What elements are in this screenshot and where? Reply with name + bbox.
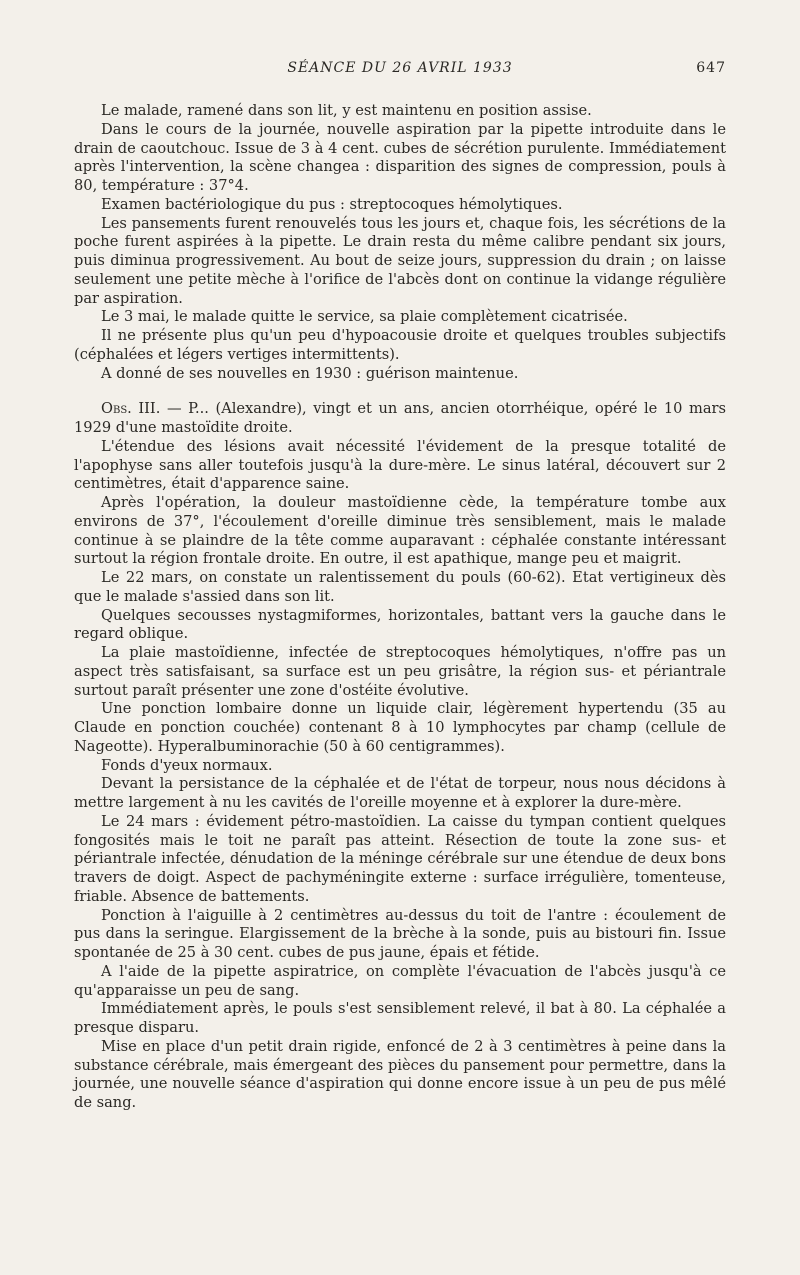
paragraph: Après l'opération, la douleur mastoïdienne cède, la température tombe aux environs de 37°, l'écoulement d'oreille diminue très sensiblement, mais le malade continue à se plaindre de la tête comme auparavant : céphalée constante intéressant surtout la région frontale droite. En outre, il est apathique, mange peu et maigrit. [74,494,726,568]
observation-intro: — P... (Alexandre), vingt et un ans, ancien otorrhéique, opéré le 10 mars 1929 d'une mastoïdite droite. [74,400,727,436]
paragraph: Mise en place d'un petit drain rigide, enfoncé de 2 à 3 centimètres à peine dans la substance cérébrale, mais émergeant des pièces du pansement pour permettre, dans la journée, une nouvelle séance d'aspiration qui donne encore issue à un peu de pus mêlé de sang. [74,1037,726,1111]
paragraph: Immédiatement après, le pouls s'est sensiblement relevé, il bat à 80. La céphalée a presque disparu. [74,1000,726,1036]
paragraph: Le 22 mars, on constate un ralentissement du pouls (60-62). Etat vertigineux dès que le malade s'assied dans son lit. [74,569,726,605]
paragraph: A donné de ses nouvelles en 1930 : guérison maintenue. [101,364,519,382]
paragraph: Examen bactériologique du pus : streptocoques hémolytiques. [101,195,563,213]
paragraph: A l'aide de la pipette aspiratrice, on complète l'évacuation de l'abcès jusqu'à ce qu'apparaisse un peu de sang. [74,962,726,999]
paragraph: Le 24 mars : évidement pétro-mastoïdien. La caisse du tympan contient quelques fongosités mais le toit ne paraît pas atteint. Résection de toute la zone sus- et périantrale infectée, dénudation de la méninge cérébrale sur une étendue de deux bons travers de doigt. Aspect de pachyméningite externe : surface irrégulière, tomenteuse, friable. Absence de battements. [74,812,726,905]
paragraph: Quelques secousses nystagmiformes, horizontales, battant vers la gauche dans le regard oblique. [74,606,726,643]
paragraph: Devant la persistance de la céphalée et de l'état de torpeur, nous nous décidons à mettre largement à nu les cavités de l'oreille moyenne et à explorer la dure-mère. [74,775,726,811]
paragraph: Ponction à l'aiguille à 2 centimètres au-dessus du toit de l'antre : écoulement de pus dans la seringue. Elargissement de la brèche à la sonde, puis au bistouri fin. Issue spontanée de 25 à 30 cent. cubes de pus jaune, épais et fétide. [74,906,726,961]
observation-heading-paragraph [74,400,726,438]
paragraph: Il ne présente plus qu'un peu d'hypoacousie droite et quelques troubles subjectifs (céphalées et légers vertiges intermittents). [74,327,726,363]
page-number: 647 [696,60,726,76]
paragraph: La plaie mastoïdienne, infectée de streptocoques hémolytiques, n'offre pas un aspect très satisfaisant, sa surface est un peu grisâtre, la région sus- et périantrale surtout paraît présenter une zone d'ostéite évolutive. [74,644,726,699]
paragraph: Le 3 mai, le malade quitte le service, sa plaie complètement cicatrisée. [101,308,628,326]
paragraph: Les pansements furent renouvelés tous les jours et, chaque fois, les sécrétions de la poche furent aspirées à la pipette. Le drain resta du même calibre pendant six jours, puis diminua progressivement. Au bout de seize jours, suppression du drain ; on laisse seulement une petite mèche à l'orifice de l'abcès dont on continue la vidange régulière par aspiration. [74,214,726,307]
paragraph: Dans le cours de la journée, nouvelle aspiration par la pipette introduite dans le drain de caoutchouc. Issue de 3 à 4 cent. cubes de sécrétion purulente. Immédiatement après l'intervention, la scène changea : disparition des signes de compression, pouls à 80, température : 37°4. [74,120,726,194]
paragraph: Une ponction lombaire donne un liquide clair, légèrement hypertendu (35 au Claude en ponction couchée) contenant 8 à 10 lymphocytes par champ (cellule de Nageotte). Hyperalbuminorachie (50 à 60 centigrammes). [74,700,726,755]
paragraph: Le malade, ramené dans son lit, y est maintenu en position assise. [101,102,592,119]
running-title: SÉANCE DU 26 AVRIL 1933 [287,60,513,76]
running-header [74,60,726,84]
observation-label: Obs. III. [101,400,161,418]
paragraph: Fonds d'yeux normaux. [101,756,273,774]
paragraph: L'étendue des lésions avait nécessité l'évidement de la presque totalité de l'apophyse sans aller toutefois jusqu'à la dure-mère. Le sinus latéral, découvert sur 2 centimètres, était d'apparence saine. [74,437,726,493]
body-text [74,102,726,1113]
